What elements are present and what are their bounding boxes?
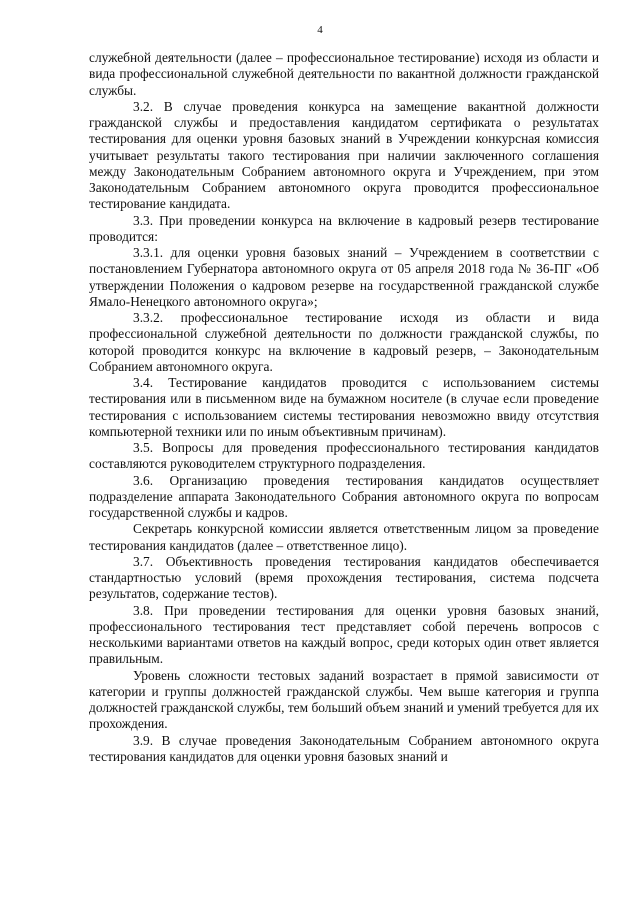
document-body bbox=[89, 50, 599, 765]
paragraph-3-2: 3.2. В случае проведения конкурса на замещение вакантной должности гражданской службы и предоставления кандидатом сертификата о результатах тестирования для оценки уровня базовых знаний в Учреждении конкурсная комиссия учитывает результаты такого тестирования при наличии заключенного соглашения между Законодательным Собранием автономного округа и Учреждением, при этом Законодательным Собранием автономного округа проводится профессиональное тестирование кандидата. bbox=[89, 98, 599, 212]
paragraph-3-3-2: 3.3.2. профессиональное тестирование исходя из области и вида профессиональной служебной деятельности по должности гражданской службы, по которой проводится конкурс на включение в кадровый резерв, – Законодательным Собранием автономного округа. bbox=[89, 310, 599, 374]
paragraph-3-9: 3.9. В случае проведения Законодательным Собранием автономного округа тестирования кандидатов для оценки уровня базовых знаний и bbox=[89, 732, 599, 764]
paragraph-3-5: 3.5. Вопросы для проведения профессионального тестирования кандидатов составляются руководителем структурного подразделения. bbox=[89, 440, 599, 472]
page-number: 4 bbox=[317, 24, 323, 36]
paragraph-continuation: служебной деятельности (далее – профессиональное тестирование) исходя из области и вида профессиональной служебной деятельности по вакантной должности гражданской службы. bbox=[89, 50, 599, 98]
paragraph-difficulty: Уровень сложности тестовых заданий возрастает в прямой зависимости от категории и группы должностей гражданской службы. Чем выше категория и группа должностей гражданской службы, тем больший объем знаний и умений требуется для их прохождения. bbox=[89, 667, 599, 732]
paragraph-3-4: 3.4. Тестирование кандидатов проводится с использованием системы тестирования или в письменном виде на бумажном носителе (в случае если проведение тестирования с использованием системы тестирования невозможно ввиду отсутствия компьютерной техники или по иным объективным причинам). bbox=[89, 375, 599, 439]
paragraph-3-3: 3.3. При проведении конкурса на включение в кадровый резерв тестирование проводится: bbox=[89, 212, 599, 244]
paragraph-3-8: 3.8. При проведении тестирования для оценки уровня базовых знаний, профессионального тестирования тест представляет собой перечень вопросов с несколькими вариантами ответов на каждый вопрос, среди которых один ответ является правильным. bbox=[89, 602, 599, 667]
paragraph-3-7: 3.7. Объективность проведения тестирования кандидатов обеспечивается стандартностью условий (время прохождения тестирования, система подсчета результатов, содержание тестов). bbox=[89, 553, 599, 602]
paragraph-secretary: Секретарь конкурсной комиссии является ответственным лицом за проведение тестирования кандидатов (далее – ответственное лицо). bbox=[89, 521, 599, 553]
paragraph-3-3-1: 3.3.1. для оценки уровня базовых знаний – Учреждением в соответствии с постановлением Губернатора автономного округа от 05 апреля 2018 года № 36-ПГ «Об утверждении Положения о кадровом резерве на государственной гражданской службе Ямало-Ненецкого автономного округа»; bbox=[89, 245, 599, 309]
paragraph-3-6: 3.6. Организацию проведения тестирования кандидатов осуществляет подразделение аппарата Законодательного Собрания автономного округа по вопросам государственной службы и кадров. bbox=[89, 472, 599, 520]
